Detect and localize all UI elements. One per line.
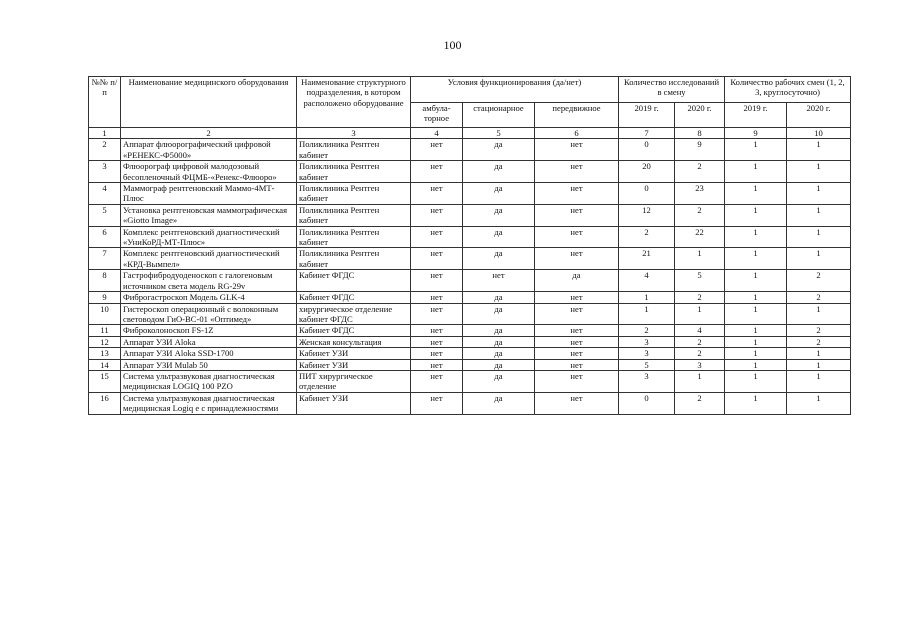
- cell-shifts-2019: 1: [725, 292, 787, 303]
- cell-shifts-2019: 1: [725, 204, 787, 226]
- cell-stat: да: [463, 204, 535, 226]
- cell-count-2019: 21: [619, 248, 675, 270]
- cell-mobile: нет: [535, 204, 619, 226]
- cell-stat: да: [463, 161, 535, 183]
- cell-shifts-2019: 1: [725, 359, 787, 370]
- cell-equipment-name: Фиброгастроскоп Модель GLK-4: [121, 292, 297, 303]
- cell-shifts-2020: 1: [787, 139, 851, 161]
- cell-equipment-name: Аппарат флюорографический цифровой «РЕНЕКС-Ф5000»: [121, 139, 297, 161]
- cell-shifts-2020: 1: [787, 303, 851, 325]
- cell-ambul: нет: [411, 248, 463, 270]
- table-row: [89, 336, 851, 347]
- cell-num: 7: [89, 248, 121, 270]
- cell-stat: да: [463, 325, 535, 336]
- header-2020-shifts: 2020 г.: [787, 103, 851, 128]
- cell-equipment-name: Гастрофибродуоденоскоп с галогеновым источником света модель RG-29v: [121, 270, 297, 292]
- table-row: [89, 139, 851, 161]
- cell-ambul: нет: [411, 139, 463, 161]
- cell-shifts-2019: 1: [725, 226, 787, 248]
- cell-shifts-2019: 1: [725, 392, 787, 414]
- header-count: Количество исследований в смену: [619, 77, 725, 103]
- cell-count-2020: 2: [675, 292, 725, 303]
- header-2019-count: 2019 г.: [619, 103, 675, 128]
- cell-division: ПИТ хирургическое отделение: [297, 370, 411, 392]
- cell-count-2020: 1: [675, 370, 725, 392]
- cell-stat: нет: [463, 270, 535, 292]
- cell-mobile: нет: [535, 183, 619, 205]
- col-number: 8: [675, 128, 725, 139]
- header-stat: стационарное: [463, 103, 535, 128]
- cell-count-2019: 5: [619, 359, 675, 370]
- cell-equipment-name: Установка рентгеновская маммографическая «Giotto Image»: [121, 204, 297, 226]
- cell-division: Кабинет УЗИ: [297, 348, 411, 359]
- cell-count-2019: 3: [619, 348, 675, 359]
- cell-num: 15: [89, 370, 121, 392]
- table-row: [89, 292, 851, 303]
- cell-mobile: нет: [535, 336, 619, 347]
- cell-stat: да: [463, 226, 535, 248]
- cell-mobile: да: [535, 270, 619, 292]
- cell-division: Кабинет УЗИ: [297, 392, 411, 414]
- cell-count-2019: 0: [619, 139, 675, 161]
- cell-stat: да: [463, 303, 535, 325]
- cell-shifts-2020: 2: [787, 292, 851, 303]
- cell-equipment-name: Гистероскоп операционный с волоконным световодом ГиО-ВС-01 «Оптимед»: [121, 303, 297, 325]
- cell-division: Поликлиника Рентген кабинет: [297, 248, 411, 270]
- cell-shifts-2019: 1: [725, 370, 787, 392]
- cell-num: 5: [89, 204, 121, 226]
- cell-shifts-2020: 1: [787, 204, 851, 226]
- cell-equipment-name: Комплекс рентгеновский диагностический «КРД-Вымпел»: [121, 248, 297, 270]
- cell-shifts-2020: 2: [787, 270, 851, 292]
- cell-equipment-name: Аппарат УЗИ Mulab 50: [121, 359, 297, 370]
- cell-equipment-name: Аппарат УЗИ Aloka: [121, 336, 297, 347]
- cell-mobile: нет: [535, 161, 619, 183]
- cell-num: 9: [89, 292, 121, 303]
- cell-num: 13: [89, 348, 121, 359]
- cell-count-2020: 4: [675, 325, 725, 336]
- cell-num: 6: [89, 226, 121, 248]
- cell-division: Поликлиника Рентген кабинет: [297, 183, 411, 205]
- cell-count-2019: 0: [619, 183, 675, 205]
- col-number: 3: [297, 128, 411, 139]
- table-row: [89, 204, 851, 226]
- cell-mobile: нет: [535, 248, 619, 270]
- cell-ambul: нет: [411, 183, 463, 205]
- cell-count-2020: 2: [675, 348, 725, 359]
- cell-stat: да: [463, 370, 535, 392]
- cell-stat: да: [463, 248, 535, 270]
- cell-shifts-2020: 1: [787, 348, 851, 359]
- cell-count-2020: 1: [675, 248, 725, 270]
- cell-stat: да: [463, 139, 535, 161]
- cell-equipment-name: Флюорограф цифровой малодозовый бесопленочный ФЦМБ-«Ренекс-Флюоро»: [121, 161, 297, 183]
- table-row: [89, 370, 851, 392]
- cell-stat: да: [463, 336, 535, 347]
- cell-count-2020: 2: [675, 392, 725, 414]
- cell-count-2020: 9: [675, 139, 725, 161]
- cell-division: Поликлиника Рентген кабинет: [297, 204, 411, 226]
- cell-shifts-2020: 2: [787, 325, 851, 336]
- cell-ambul: нет: [411, 204, 463, 226]
- cell-stat: да: [463, 392, 535, 414]
- col-number: 5: [463, 128, 535, 139]
- table-row: [89, 359, 851, 370]
- cell-equipment-name: Фиброколоноскоп FS-1Z: [121, 325, 297, 336]
- cell-ambul: нет: [411, 292, 463, 303]
- table-row: [89, 325, 851, 336]
- cell-shifts-2019: 1: [725, 183, 787, 205]
- cell-ambul: нет: [411, 270, 463, 292]
- header-conditions: Условия функционирования (да/нет): [411, 77, 619, 103]
- cell-num: 4: [89, 183, 121, 205]
- cell-count-2019: 1: [619, 303, 675, 325]
- header-ambul: амбула- торное: [411, 103, 463, 128]
- cell-count-2019: 20: [619, 161, 675, 183]
- cell-shifts-2019: 1: [725, 270, 787, 292]
- cell-mobile: нет: [535, 359, 619, 370]
- cell-division: Кабинет УЗИ: [297, 359, 411, 370]
- header-division: Наименование структурного подразделения, в котором расположено оборудование: [297, 77, 411, 128]
- col-number: 4: [411, 128, 463, 139]
- cell-count-2020: 2: [675, 204, 725, 226]
- cell-mobile: нет: [535, 292, 619, 303]
- cell-mobile: нет: [535, 325, 619, 336]
- col-number: 1: [89, 128, 121, 139]
- cell-shifts-2020: 1: [787, 161, 851, 183]
- cell-division: Кабинет ФГДС: [297, 325, 411, 336]
- cell-mobile: нет: [535, 139, 619, 161]
- cell-shifts-2020: 1: [787, 226, 851, 248]
- cell-num: 14: [89, 359, 121, 370]
- cell-shifts-2019: 1: [725, 161, 787, 183]
- cell-division: Поликлиника Рентген кабинет: [297, 139, 411, 161]
- cell-ambul: нет: [411, 226, 463, 248]
- cell-num: 12: [89, 336, 121, 347]
- cell-count-2020: 3: [675, 359, 725, 370]
- cell-equipment-name: Система ультразвуковая диагностическая медицинская LOGIQ 100 PZO: [121, 370, 297, 392]
- page-number: 100: [443, 38, 462, 52]
- cell-count-2020: 2: [675, 336, 725, 347]
- cell-shifts-2019: 1: [725, 348, 787, 359]
- cell-shifts-2020: 1: [787, 370, 851, 392]
- cell-num: 2: [89, 139, 121, 161]
- table-row: [89, 183, 851, 205]
- cell-division: Кабинет ФГДС: [297, 270, 411, 292]
- table-row: [89, 392, 851, 414]
- cell-ambul: нет: [411, 359, 463, 370]
- cell-division: Поликлиника Рентген кабинет: [297, 226, 411, 248]
- cell-equipment-name: Маммограф рентгеновский Маммо-4МТ-Плюс: [121, 183, 297, 205]
- col-number: 6: [535, 128, 619, 139]
- cell-shifts-2019: 1: [725, 325, 787, 336]
- equipment-table: [88, 76, 851, 415]
- cell-count-2019: 2: [619, 226, 675, 248]
- cell-equipment-name: Комплекс рентгеновский диагностический «УниКоРД-МТ-Плюс»: [121, 226, 297, 248]
- header-mobile: передвижное: [535, 103, 619, 128]
- cell-count-2019: 12: [619, 204, 675, 226]
- header-name: Наименование медицинского оборудования: [121, 77, 297, 128]
- cell-count-2019: 0: [619, 392, 675, 414]
- table-row: [89, 226, 851, 248]
- col-number: 2: [121, 128, 297, 139]
- cell-division: Женская консультация: [297, 336, 411, 347]
- cell-shifts-2020: 1: [787, 248, 851, 270]
- cell-count-2020: 23: [675, 183, 725, 205]
- cell-count-2019: 2: [619, 325, 675, 336]
- cell-ambul: нет: [411, 303, 463, 325]
- cell-ambul: нет: [411, 348, 463, 359]
- cell-shifts-2020: 1: [787, 359, 851, 370]
- cell-equipment-name: Аппарат УЗИ Aloka SSD-1700: [121, 348, 297, 359]
- header-2020-count: 2020 г.: [675, 103, 725, 128]
- header-shifts: Количество рабочих смен (1, 2, 3, круглосуточно): [725, 77, 851, 103]
- cell-division: Поликлиника Рентген кабинет: [297, 161, 411, 183]
- table-body: [89, 128, 851, 415]
- cell-count-2020: 1: [675, 303, 725, 325]
- cell-num: 10: [89, 303, 121, 325]
- table-row: [89, 161, 851, 183]
- cell-count-2019: 1: [619, 292, 675, 303]
- cell-count-2019: 3: [619, 370, 675, 392]
- cell-division: Кабинет ФГДС: [297, 292, 411, 303]
- cell-count-2019: 3: [619, 336, 675, 347]
- cell-shifts-2020: 1: [787, 392, 851, 414]
- table-row: [89, 248, 851, 270]
- table-row: [89, 348, 851, 359]
- cell-num: 11: [89, 325, 121, 336]
- header-num: №№ п/п: [89, 77, 121, 128]
- cell-stat: да: [463, 183, 535, 205]
- header-2019-shifts: 2019 г.: [725, 103, 787, 128]
- cell-shifts-2020: 1: [787, 183, 851, 205]
- cell-count-2020: 2: [675, 161, 725, 183]
- col-number: 10: [787, 128, 851, 139]
- col-number: 9: [725, 128, 787, 139]
- table-row: [89, 303, 851, 325]
- cell-stat: да: [463, 359, 535, 370]
- column-number-row: [89, 128, 851, 139]
- cell-equipment-name: Система ультразвуковая диагностическая медицинская Logiq e с принадлежностями: [121, 392, 297, 414]
- cell-num: 16: [89, 392, 121, 414]
- cell-mobile: нет: [535, 226, 619, 248]
- cell-mobile: нет: [535, 392, 619, 414]
- cell-shifts-2019: 1: [725, 303, 787, 325]
- cell-count-2019: 4: [619, 270, 675, 292]
- cell-num: 3: [89, 161, 121, 183]
- cell-division: хирургическое отделение кабинет ФГДС: [297, 303, 411, 325]
- cell-shifts-2019: 1: [725, 336, 787, 347]
- cell-shifts-2020: 2: [787, 336, 851, 347]
- cell-num: 8: [89, 270, 121, 292]
- col-number: 7: [619, 128, 675, 139]
- cell-ambul: нет: [411, 392, 463, 414]
- table-row: [89, 270, 851, 292]
- cell-mobile: нет: [535, 303, 619, 325]
- cell-shifts-2019: 1: [725, 139, 787, 161]
- cell-stat: да: [463, 292, 535, 303]
- cell-ambul: нет: [411, 336, 463, 347]
- cell-count-2020: 5: [675, 270, 725, 292]
- cell-ambul: нет: [411, 161, 463, 183]
- cell-stat: да: [463, 348, 535, 359]
- cell-ambul: нет: [411, 370, 463, 392]
- cell-mobile: нет: [535, 370, 619, 392]
- cell-shifts-2019: 1: [725, 248, 787, 270]
- cell-mobile: нет: [535, 348, 619, 359]
- cell-ambul: нет: [411, 325, 463, 336]
- cell-count-2020: 22: [675, 226, 725, 248]
